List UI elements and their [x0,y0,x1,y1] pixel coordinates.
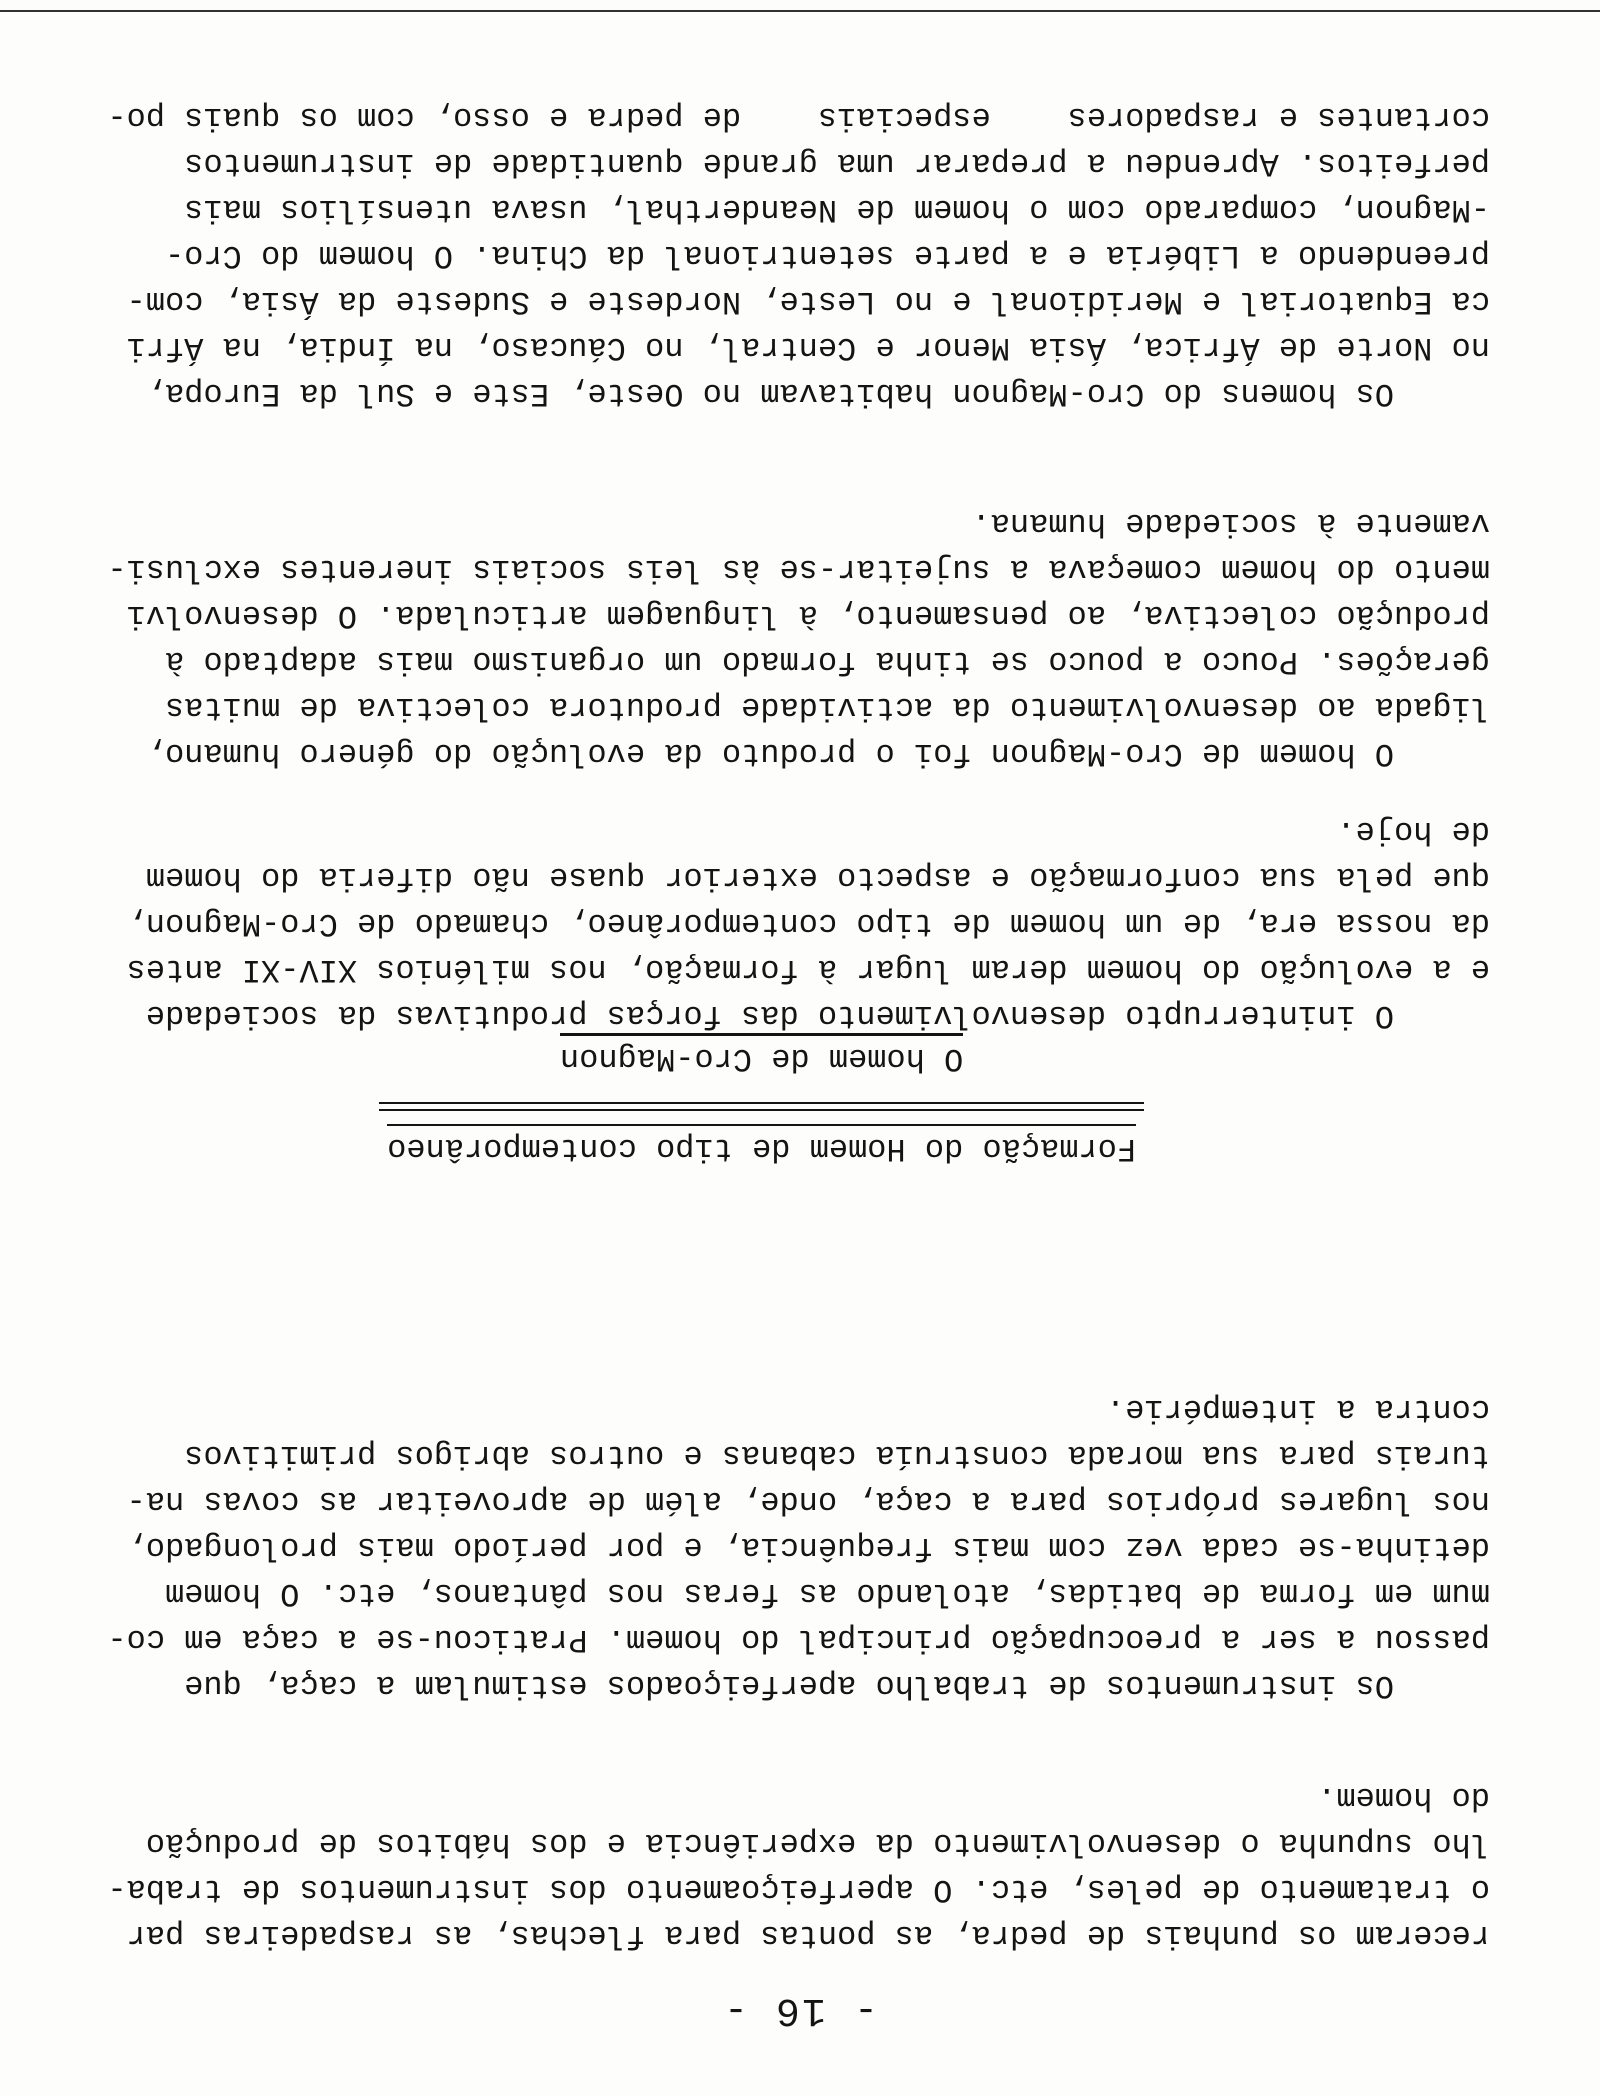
text-line: Os instrumentos de trabalho aperfeiçoados estimulam a caça, que [184,1667,1490,1704]
text-line: mento do homem começava a sujeitar-se às leis sociais inerentes exclusi- [107,551,1490,588]
subsection-heading-text: O homem de Cro-Magnon [560,1033,963,1078]
text-line: O ininterrupto desenvolvimento das forças produtivas da sociedade [145,997,1490,1034]
text-line: vamente à sociedade humana. [971,505,1490,542]
text-line: no Norte de África, Ásia Menor e Central, no Cáucaso, na Índia, na Áfri [126,329,1490,366]
text-line: -Magnon, comparado com o homem de Neanderthal, usava utensílios mais [184,191,1490,228]
text-line: detinha-se cada vez com mais frequência, e por período mais prolongado, [126,1529,1490,1566]
text-line: que pela sua conformação e aspecto exterior quase não diferia do homem [145,859,1490,896]
page-edge-rule [0,10,1600,12]
paragraph-hunting [107,1386,1490,1708]
text-line: de hoje. [1336,813,1490,850]
text-line: perfeitos. Aprendeu a preparar uma grande quantidade de instrumentos [184,145,1490,182]
text-line: receram os punhais de pedra, as pontas para flechas, as raspadeiras par [126,1917,1490,1954]
text-line: Os homens do Cro-Magnon habitavam no Oeste, Este e Sul da Europa, [145,375,1490,412]
text-line: produção colectiva, ao pensamento, à linguagem articulada. O desenvolvi [126,597,1490,634]
text-line: cortantes e raspadores especiais de pedra e osso, com os quais po- [107,99,1490,136]
text-line: mum em forma de batidas, atolando as feras nos pântanos, etc. O homem [164,1575,1490,1612]
text-line: do homem. [1317,1779,1490,1816]
paragraph-tools-continued [107,1774,1490,1958]
text-line: o tratamento de peles, etc. O aperfeiçoamento dos instrumentos de traba- [107,1871,1490,1908]
paragraph-evolution [107,500,1490,776]
text-line: O homem de Cro-Magnon foi o produto da evolução do género humano, [145,735,1490,772]
text-line: ca Equatorial e Meridional e no Leste, Nordeste e Sudeste da Ásia, com- [126,283,1490,320]
text-line: nos lugares próprios para a caça, onde, além de aproveitar as covas na- [126,1483,1490,1520]
paragraph-habitat [107,94,1490,416]
text-line: gerações. Pouco a pouco se tinha formado um organismo mais adaptado à [164,643,1490,680]
text-line: contra a intempérie. [1105,1391,1490,1428]
text-line: e a evolução do homem deram lugar à formação, nos milénios XIV-XI antes [126,951,1490,988]
text-line: turais para sua morada construía cabanas e outros abrigos primitivos [184,1437,1490,1474]
text-line: ligada ao desenvolvimento da actividade produtora colectiva de muitas [164,689,1490,726]
paragraph-cro-magnon-origin [127,808,1490,1038]
text-line: lho supunha o desenvolvimento da experiência e dos hábitos de produção [145,1825,1490,1862]
text-line: preendendo a Libéria e a parte setentrional da China. O homem do Cro- [164,237,1490,274]
text-line: passou a ser a preocupação principal do homem. Praticou-se a caça em co- [107,1621,1490,1658]
page-number: - 16 - [721,1987,879,2032]
section-heading-text: Formação do Homem de tipo contemporâneo [387,1130,1137,1167]
text-line: da nossa era, de um homem de tipo contemporâneo, chamado de Cro-Magnon, [126,905,1490,942]
